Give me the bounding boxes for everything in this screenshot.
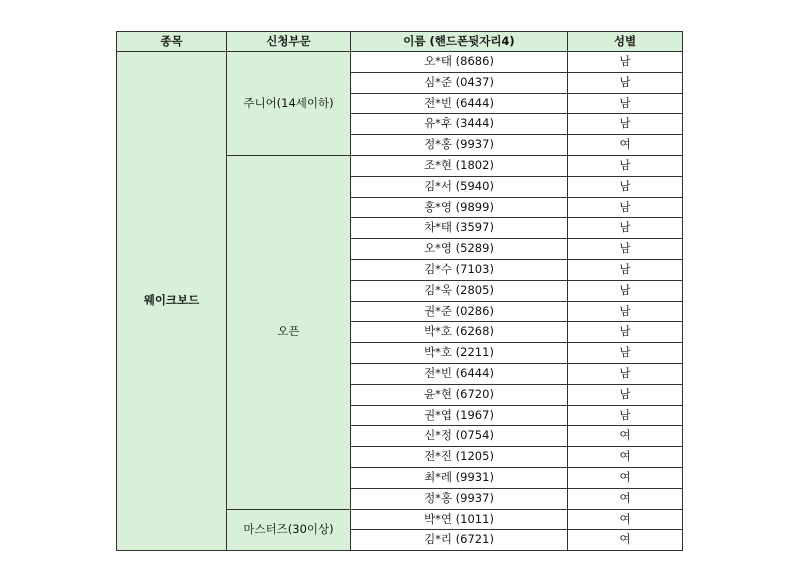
division-cell: 주니어(14세이하) [227, 52, 351, 156]
entrant-name-cell: 홍*영 (9899) [351, 197, 568, 218]
entrant-name-cell: 전*진 (1205) [351, 447, 568, 468]
entrant-name-cell: 차*태 (3597) [351, 218, 568, 239]
table-body [117, 52, 683, 551]
entrant-gender-cell: 여 [568, 530, 683, 551]
entrant-gender-cell: 남 [568, 239, 683, 260]
entrant-name-cell: 조*현 (1802) [351, 155, 568, 176]
entrant-gender-cell: 여 [568, 426, 683, 447]
entrant-gender-cell: 남 [568, 384, 683, 405]
entrant-name-cell: 전*빈 (6444) [351, 93, 568, 114]
entrant-gender-cell: 남 [568, 322, 683, 343]
entrant-name-cell: 권*준 (0286) [351, 301, 568, 322]
registration-table [116, 31, 683, 551]
division-cell: 오픈 [227, 155, 351, 509]
entrant-gender-cell: 여 [568, 509, 683, 530]
entrant-gender-cell: 남 [568, 280, 683, 301]
entrant-name-cell: 오*영 (5289) [351, 239, 568, 260]
entrant-name-cell: 권*엽 (1967) [351, 405, 568, 426]
entrant-name-cell: 유*후 (3444) [351, 114, 568, 135]
header-gender: 성별 [568, 32, 683, 52]
entrant-name-cell: 박*호 (6268) [351, 322, 568, 343]
table-row [117, 52, 683, 73]
entrant-gender-cell: 남 [568, 52, 683, 73]
entrant-gender-cell: 여 [568, 488, 683, 509]
entrant-name-cell: 김*리 (6721) [351, 530, 568, 551]
header-name: 이름 (핸드폰뒷자리4) [351, 32, 568, 52]
entrant-name-cell: 정*홍 (9937) [351, 135, 568, 156]
entrant-name-cell: 신*정 (0754) [351, 426, 568, 447]
entrant-gender-cell: 남 [568, 218, 683, 239]
entrant-name-cell: 박*호 (2211) [351, 343, 568, 364]
header-division: 신청부문 [227, 32, 351, 52]
entrant-gender-cell: 남 [568, 72, 683, 93]
entrant-gender-cell: 남 [568, 363, 683, 384]
entrant-gender-cell: 남 [568, 301, 683, 322]
division-cell: 마스터즈(30이상) [227, 509, 351, 551]
entrant-name-cell: 김*서 (5940) [351, 176, 568, 197]
entrant-gender-cell: 남 [568, 405, 683, 426]
entrant-name-cell: 전*빈 (6444) [351, 363, 568, 384]
entrant-gender-cell: 남 [568, 114, 683, 135]
entrant-gender-cell: 남 [568, 155, 683, 176]
entrant-name-cell: 오*태 (8686) [351, 52, 568, 73]
header-sport: 종목 [117, 32, 227, 52]
sport-cell: 웨이크보드 [117, 52, 227, 551]
entrant-name-cell: 박*연 (1011) [351, 509, 568, 530]
entrant-gender-cell: 남 [568, 343, 683, 364]
entrant-name-cell: 김*수 (7103) [351, 259, 568, 280]
entrant-gender-cell: 여 [568, 447, 683, 468]
entrant-gender-cell: 남 [568, 176, 683, 197]
entrant-name-cell: 윤*현 (6720) [351, 384, 568, 405]
entrant-name-cell: 정*홍 (9937) [351, 488, 568, 509]
entrant-gender-cell: 여 [568, 467, 683, 488]
entrant-gender-cell: 남 [568, 197, 683, 218]
entrant-gender-cell: 여 [568, 135, 683, 156]
entrant-gender-cell: 남 [568, 259, 683, 280]
entrant-gender-cell: 남 [568, 93, 683, 114]
header-row [117, 32, 683, 52]
table-header [117, 32, 683, 52]
entrant-name-cell: 김*욱 (2805) [351, 280, 568, 301]
entrant-name-cell: 최*레 (9931) [351, 467, 568, 488]
entrant-name-cell: 심*준 (0437) [351, 72, 568, 93]
